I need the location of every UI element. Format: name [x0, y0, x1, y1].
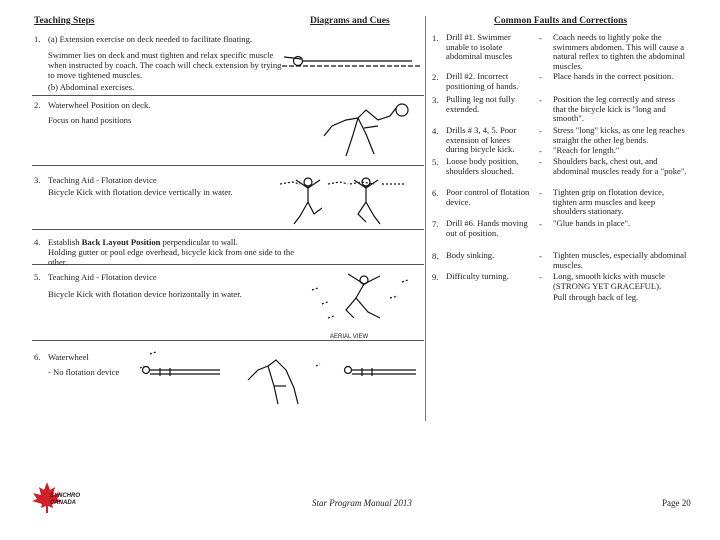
- dash: -: [539, 33, 542, 43]
- fault-number: 3.: [432, 95, 439, 105]
- step-extra: Bicycle Kick with flotation device vertically in water.: [48, 187, 233, 197]
- fault-number: 6.: [432, 188, 439, 198]
- fault-number: 1.: [432, 33, 439, 43]
- correction-text: Tighten grip on flotation device, tighten arm muscles and keep shoulders stationary.: [553, 187, 665, 216]
- fault-text: Drills # 3, 4, 5. Poor extension of knees during bicycle kick.: [446, 125, 517, 154]
- step-title-post: perpendicular to wall.: [160, 237, 238, 247]
- fault-number: 7.: [432, 219, 439, 229]
- page-number: Page 20: [662, 498, 691, 508]
- step-title: Waterwheel Position on deck.: [48, 100, 151, 110]
- dash: -: [539, 95, 542, 105]
- fault-number: 9.: [432, 272, 439, 282]
- step-title: [48, 237, 348, 247]
- step-number: 5.: [34, 272, 41, 282]
- manual-title: Star Program Manual 2013: [312, 498, 412, 508]
- dash: -: [539, 126, 542, 136]
- correction-text: Coach needs to lightly poke the swimmers abdomen. This will cause a natural reflex to tighten the abdominal muscles.: [553, 32, 685, 71]
- dash: -: [539, 219, 542, 229]
- aerial-view-figure: [310, 270, 420, 336]
- step-title: Waterwheel: [48, 352, 89, 362]
- waterwheel-sequence-figure: [136, 346, 420, 406]
- row-divider: [32, 340, 424, 341]
- step-extra: Bicycle Kick with flotation device horizontally in water.: [48, 289, 242, 299]
- fault-text: Drill #6. Hands moving out of position.: [446, 218, 528, 238]
- step-extra: - No flotation device: [48, 367, 120, 377]
- correction-text: "Reach for length.": [553, 145, 620, 155]
- fault-text: Body sinking.: [446, 250, 495, 260]
- fault-number: 5.: [432, 157, 439, 167]
- fault-number: 2.: [432, 72, 439, 82]
- fault-text: Poor control of flotation device.: [446, 187, 530, 207]
- dash: -: [539, 157, 542, 167]
- faults-header: Common Faults and Corrections: [494, 16, 628, 26]
- step-title: (a) Extension exercise on deck needed to facilitate floating.: [48, 34, 253, 44]
- step-number: 6.: [34, 352, 41, 362]
- step-title: Teaching Aid - Flotation device: [48, 175, 157, 185]
- fault-number: 8.: [432, 251, 439, 261]
- column-divider: [425, 16, 426, 421]
- step-extra: (b) Abdominal exercises.: [48, 82, 135, 92]
- row-divider: [32, 165, 424, 166]
- correction-text: Long, smooth kicks with muscle (STRONG YET GRACEFUL).: [553, 271, 665, 291]
- logo-text: [50, 493, 80, 507]
- step-title-pre: Establish: [48, 237, 82, 247]
- vertical-flotation-figure: [278, 172, 408, 228]
- correction-text: "Glue hands in place".: [553, 218, 631, 228]
- logo-line2: CANADA: [50, 500, 76, 506]
- logo-line1: SYNCHRO: [50, 493, 81, 499]
- correction-text: Place hands in the correct position.: [553, 71, 674, 81]
- fault-number: 4.: [432, 126, 439, 136]
- step-title: Teaching Aid - Flotation device: [48, 272, 157, 282]
- fault-text: Drill #1. Swimmer unable to isolate abdominal muscles: [446, 32, 513, 61]
- step-title-bold: Back Layout Position: [81, 237, 161, 247]
- diagrams-header: Diagrams and Cues: [310, 16, 390, 26]
- fault-text: Drill #2. Incorrect positioning of hands.: [446, 71, 519, 91]
- correction-text-extra: Pull through back of leg.: [553, 292, 639, 302]
- fault-text: Loose body position, shoulders slouched.: [446, 156, 519, 176]
- correction-text: Position the leg correctly and stress that the bicycle kick is "long and smooth".: [553, 94, 675, 123]
- row-divider: [32, 229, 424, 230]
- step-number: 1.: [34, 34, 41, 44]
- correction-text: Stress "long" kicks, as one leg reaches straight the other leg bends.: [553, 125, 685, 145]
- fault-text: Difficulty turning.: [446, 271, 509, 281]
- step-number: 3.: [34, 175, 41, 185]
- deck-extension-figure: [282, 48, 422, 78]
- fault-text: Pulling leg not fully extended.: [446, 94, 515, 114]
- step-extra: Focus on hand positions: [48, 115, 132, 125]
- dash: -: [539, 272, 542, 282]
- aerial-view-label: AERIAL VIEW: [330, 334, 369, 340]
- correction-text: Tighten muscles, especially abdominal muscles.: [553, 250, 687, 270]
- step-body: Swimmer lies on deck and must tighten and relax specific muscle when instructed by coach. The coach will check extension by trying to move tightened muscles.: [48, 50, 282, 80]
- waterwheel-deck-figure: [318, 98, 418, 164]
- dash: -: [539, 188, 542, 198]
- step-extra: Holding gutter or pool edge overhead, bicycle kick from one side to the other.: [48, 247, 295, 267]
- row-divider: [32, 95, 424, 96]
- step-number: 4.: [34, 237, 41, 247]
- teaching-steps-header: Teaching Steps: [34, 16, 95, 26]
- correction-text: Shoulders back, chest out, and abdominal muscles ready for a "poke".: [553, 156, 687, 176]
- dash: -: [539, 146, 542, 156]
- dash: -: [539, 72, 542, 82]
- step-number: 2.: [34, 100, 41, 110]
- dash: -: [539, 251, 542, 261]
